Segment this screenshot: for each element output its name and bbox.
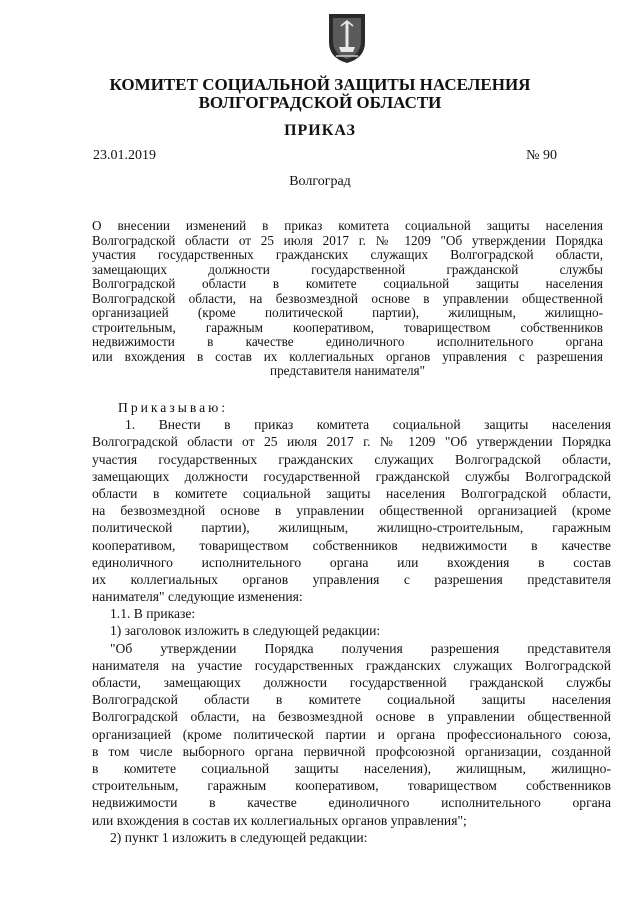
quote-line: Волгоградской области в комитете социальной защиты населения <box>92 692 611 708</box>
quote-line: области, замещающих должности государственной гражданской службы <box>92 675 611 690</box>
title-line: строительным, гаражным кооперативом, товариществом собственников <box>92 320 603 335</box>
title-last-line: представителя нанимателя" <box>270 363 425 378</box>
item-1-1: 1.1. В приказе: <box>110 606 196 622</box>
quote-line: Волгоградской области, на безвозмездной основе в управлении общественной <box>92 709 611 725</box>
title-line: или вхождения в состав их коллегиальных органов управления с разрешения <box>92 349 603 364</box>
title-line: Волгоградской области от 25 июля 2017 г. № 1209 "Об утверждении Порядка <box>92 233 603 248</box>
quote-line: строительным, гаражным кооперативом, товариществом собственников <box>92 778 611 794</box>
order-title <box>92 219 603 379</box>
body-line: области в комитете социальной защиты населения Волгоградской области, <box>92 485 611 501</box>
title-line: недвижимости в качестве единоличного исполнительного органа <box>92 335 603 349</box>
quote-line: в том числе выборного органа первичной профсоюзной организации, созданной <box>92 743 611 759</box>
title-line: замещающих должности государственной гражданской службы <box>92 262 603 277</box>
body-line: кооперативом, товариществом собственников недвижимости в качестве <box>92 537 611 553</box>
body-line: Волгоградской области от 25 июля 2017 г. № 1209 "Об утверждении Порядка <box>92 434 611 450</box>
order-word: Приказываю: <box>118 400 229 415</box>
document-type-heading: ПРИКАЗ <box>284 122 356 139</box>
city-name: Волгоград <box>289 174 351 189</box>
quote-line: нанимателя на участие государственных гражданских служащих Волгоградской <box>92 657 611 673</box>
title-line: Волгоградской области, на безвозмездной основе в управлении общественной <box>92 291 603 306</box>
body-line-last: нанимателя" следующие изменения: <box>92 589 303 605</box>
title-line: О внесении изменений в приказ комитета социальной защиты населения <box>92 219 603 233</box>
title-line: организацией (кроме политической партии), жилищным, жилищно- <box>92 306 603 320</box>
quote-line: организацией (кроме политической партии и органа профессионального союза, <box>92 726 611 742</box>
coat-of-arms-emblem <box>327 12 367 64</box>
body-line: 1. Внести в приказ комитета социальной защиты населения <box>125 417 611 433</box>
title-line: Волгоградской области в комитете социальной защиты населения <box>92 277 603 291</box>
order-date: 23.01.2019 <box>93 148 156 163</box>
quote-first-line: "Об утверждении Порядка получения разрешения представителя <box>110 640 611 656</box>
body-line: единоличного исполнительного органа или вхождения в состав <box>92 554 611 570</box>
body-line: замещающих должности государственной гражданской службы Волгоградской <box>92 468 611 484</box>
order-number: № 90 <box>526 148 557 163</box>
item-1: 1) заголовок изложить в следующей редакции: <box>110 623 381 639</box>
order-body <box>92 399 611 846</box>
quote-line: в комитете социальной защиты населения), жилищным, жилищно- <box>92 760 611 776</box>
body-line: их коллегиальных органов управления с разрешения представителя <box>92 571 611 587</box>
body-line: участия государственных гражданских служащих Волгоградской области, <box>92 451 611 467</box>
quote-last-line: или вхождения в состав их коллегиальных органов управления"; <box>92 812 467 828</box>
org-name-line1: КОМИТЕТ СОЦИАЛЬНОЙ ЗАЩИТЫ НАСЕЛЕНИЯ <box>109 75 531 94</box>
item-2: 2) пункт 1 изложить в следующей редакции: <box>110 829 368 845</box>
title-line: участия государственных гражданских служащих Волгоградской области, <box>92 248 603 262</box>
quote-line: недвижимости в качестве единоличного исполнительного органа <box>92 795 611 811</box>
org-name-line2: ВОЛГОГРАДСКОЙ ОБЛАСТИ <box>198 93 442 112</box>
body-line: политической партии), жилищным, жилищно-строительным, гаражным <box>92 520 611 536</box>
body-line: на безвозмездной основе в управлении общественной организацией (кроме <box>92 503 611 519</box>
